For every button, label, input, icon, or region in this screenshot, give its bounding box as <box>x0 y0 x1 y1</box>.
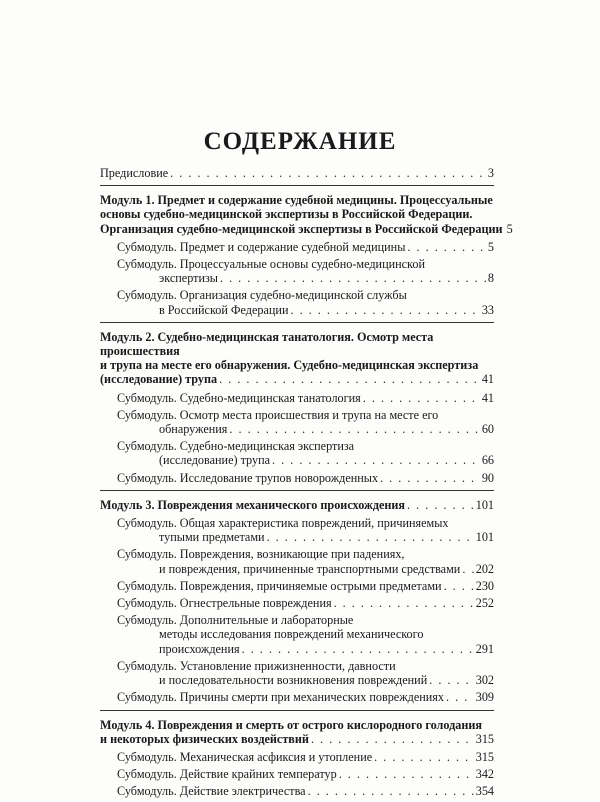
toc-entry-submodule[interactable] <box>117 596 494 610</box>
toc-line <box>117 516 494 530</box>
toc-entry-text: Субмодуль. Механическая асфиксия и утопление <box>117 749 373 764</box>
table-of-contents <box>100 166 513 802</box>
leader-dots <box>290 303 479 317</box>
toc-line <box>117 391 494 405</box>
leader-dots <box>308 784 474 798</box>
page-number: 41 <box>481 390 494 405</box>
toc-entry-text: Модуль 1. Предмет и содержание судебной медицины. Процессуальные <box>100 193 493 208</box>
page-number: 315 <box>475 749 494 764</box>
toc-line <box>117 471 494 485</box>
toc-entry-text: Субмодуль. Повреждения, возникающие при падениях, <box>117 547 405 562</box>
leader-dots <box>380 471 480 485</box>
leader-dots <box>220 271 486 285</box>
toc-entry-text: (исследование) трупа <box>159 453 271 468</box>
toc-line <box>117 690 494 704</box>
page-number: 3 <box>487 166 494 180</box>
page-number: 302 <box>475 673 494 688</box>
leader-dots <box>229 422 479 436</box>
toc-line <box>100 193 494 207</box>
leader-dots <box>429 673 473 687</box>
toc-entry-text: Модуль 2. Судебно-медицинская танатология. Осмотр места происшествия <box>100 329 434 359</box>
leader-dots <box>272 453 480 467</box>
toc-line <box>100 718 494 732</box>
toc-line <box>100 207 494 221</box>
page-number: 354 <box>475 784 494 799</box>
page-number: 291 <box>475 641 494 656</box>
leader-dots <box>444 579 474 593</box>
page-number: 101 <box>475 497 494 512</box>
page-number: 5 <box>487 239 494 254</box>
leader-dots <box>462 562 473 576</box>
leader-dots <box>334 596 474 610</box>
toc-line <box>100 372 494 386</box>
page-number: 230 <box>475 578 494 593</box>
toc-entry-text: и повреждения, причиненные транспортными средствами <box>159 561 461 576</box>
toc-entry-text: и трупа на месте его обнаружения. Судебно-медицинская экспертиза <box>100 358 479 373</box>
toc-entry-submodule[interactable] <box>117 516 494 544</box>
toc-entry-text: и некоторых физических воздействий <box>100 731 309 746</box>
toc-entry-submodule[interactable] <box>117 767 494 781</box>
toc-line <box>117 303 494 317</box>
page-number: 202 <box>475 561 494 576</box>
toc-entry-submodule[interactable] <box>117 690 494 704</box>
toc-entry-text: происхождения <box>159 641 240 656</box>
toc-entry-text: Субмодуль. Судебно-медицинская экспертиза <box>117 439 355 454</box>
toc-line <box>117 596 494 610</box>
toc-entry-module[interactable] <box>100 718 494 746</box>
toc-entry-text: Организация судебно-медицинской экспертизы в Российской Федерации <box>100 221 503 236</box>
toc-line <box>117 659 494 673</box>
section-divider <box>100 322 494 323</box>
toc-line <box>100 221 513 236</box>
toc-entry-label: Предисловие <box>100 166 169 180</box>
toc-line <box>117 439 494 453</box>
leader-dots <box>311 732 474 746</box>
toc-entry-text: Субмодуль. Дополнительные и лабораторные <box>117 613 354 628</box>
page-title: СОДЕРЖАНИЕ <box>203 128 397 155</box>
toc-line <box>100 330 494 358</box>
toc-line <box>117 642 494 656</box>
section-divider <box>100 185 494 186</box>
toc-entry-submodule[interactable] <box>117 439 494 467</box>
toc-entry-text: основы судебно-медицинской экспертизы в Российской Федерации. <box>100 207 473 222</box>
module-block <box>100 193 513 317</box>
toc-entry-text: Модуль 4. Повреждения и смерть от острого кислородного голодания <box>100 717 483 732</box>
toc-entry-submodule[interactable] <box>117 579 494 593</box>
toc-entry-text: Субмодуль. Судебно-медицинская танатология <box>117 390 361 405</box>
toc-line <box>117 627 494 641</box>
toc-entry-text: и последовательности возникновения повреждений <box>159 673 428 688</box>
toc-entry-module[interactable] <box>100 330 494 387</box>
leader-dots <box>242 642 474 656</box>
section-divider <box>100 490 494 491</box>
toc-line <box>117 547 494 561</box>
toc-line <box>100 166 494 180</box>
toc-line <box>117 530 494 544</box>
toc-entry-text: Субмодуль. Причины смерти при механических повреждениях <box>117 690 444 705</box>
toc-line <box>100 498 494 512</box>
module-block <box>100 330 494 485</box>
toc-entry-text: Субмодуль. Исследование трупов новорожденных <box>117 470 379 485</box>
page-number: 33 <box>481 302 494 317</box>
toc-line <box>117 750 494 764</box>
modules-list <box>100 185 513 799</box>
toc-line <box>117 562 494 576</box>
toc-line <box>117 579 494 593</box>
leader-dots <box>374 750 474 764</box>
toc-line <box>117 288 494 302</box>
toc-entry-text: Субмодуль. Предмет и содержание судебной медицины <box>117 239 406 254</box>
toc-entry-submodule[interactable] <box>117 613 494 656</box>
toc-entry-text: Субмодуль. Общая характеристика повреждений, причиняемых <box>117 516 449 531</box>
toc-line <box>117 673 494 687</box>
leader-dots <box>407 240 486 254</box>
toc-entry-text: Модуль 3. Повреждения механического происхождения <box>100 497 406 512</box>
toc-entry-submodule[interactable] <box>117 750 494 764</box>
toc-entry-submodule[interactable] <box>117 471 494 485</box>
toc-entry-text: Субмодуль. Огнестрельные повреждения <box>117 596 332 611</box>
page-number: 66 <box>481 453 494 468</box>
toc-entry-module[interactable] <box>100 498 494 512</box>
toc-entry-submodule[interactable] <box>117 408 494 436</box>
page-number: 8 <box>487 271 494 286</box>
toc-entry-submodule[interactable] <box>117 257 494 285</box>
leader-dots <box>446 690 474 704</box>
toc-line <box>117 613 494 627</box>
toc-line <box>117 257 494 271</box>
toc-entry-text: Субмодуль. Процессуальные основы судебно-медицинской <box>117 257 425 272</box>
toc-line <box>117 784 494 798</box>
toc-entry-text: Субмодуль. Повреждения, причиняемые острыми предметами <box>117 578 442 593</box>
leader-dots <box>407 498 474 512</box>
toc-entry-text: в Российской Федерации <box>159 302 289 317</box>
page-number: 101 <box>475 530 494 545</box>
toc-line <box>117 271 494 285</box>
toc-line <box>100 358 494 372</box>
toc-line <box>117 453 494 467</box>
toc-line <box>117 240 494 254</box>
leader-dots <box>219 372 480 386</box>
page-number: 5 <box>506 221 513 236</box>
toc-entry-text: Субмодуль. Действие крайних температур <box>117 767 337 782</box>
leader-dots <box>339 767 474 781</box>
page-number: 309 <box>475 690 494 705</box>
toc-entry-preface[interactable] <box>100 166 494 180</box>
toc-entry-submodule[interactable] <box>117 784 494 798</box>
leader-dots <box>267 530 474 544</box>
toc-entry-submodule[interactable] <box>117 391 494 405</box>
toc-entry-text: (исследование) трупа <box>100 372 218 387</box>
page-number: 60 <box>481 422 494 437</box>
module-block <box>100 498 494 705</box>
page-number: 90 <box>481 470 494 485</box>
toc-entry-text: тупыми предметами <box>159 530 265 545</box>
page-number: 252 <box>475 596 494 611</box>
toc-line <box>117 408 494 422</box>
toc-line <box>117 422 494 436</box>
toc-entry-text: Субмодуль. Осмотр места происшествия и трупа на месте его <box>117 407 439 422</box>
toc-line <box>100 732 494 746</box>
page-number: 342 <box>475 767 494 782</box>
toc-entry-text: Субмодуль. Действие электричества <box>117 784 306 799</box>
leader-dots <box>170 166 486 180</box>
toc-entry-module[interactable] <box>100 193 513 236</box>
toc-entry-text: экспертизы <box>159 271 218 286</box>
page-number: 315 <box>475 731 494 746</box>
toc-line <box>117 767 494 781</box>
toc-entry-text: Субмодуль. Организация судебно-медицинской службы <box>117 288 407 303</box>
leader-dots <box>363 391 480 405</box>
toc-entry-submodule[interactable] <box>117 288 494 316</box>
section-divider <box>100 710 494 711</box>
toc-entry-text: обнаружения <box>159 422 228 437</box>
module-block <box>100 718 494 799</box>
toc-entry-text: методы исследования повреждений механического <box>159 627 424 642</box>
toc-entry-submodule[interactable] <box>117 547 494 575</box>
toc-entry-submodule[interactable] <box>117 240 494 254</box>
toc-entry-submodule[interactable] <box>117 659 494 687</box>
page-number: 41 <box>481 372 494 387</box>
toc-entry-text: Субмодуль. Установление прижизненности, давности <box>117 658 396 673</box>
